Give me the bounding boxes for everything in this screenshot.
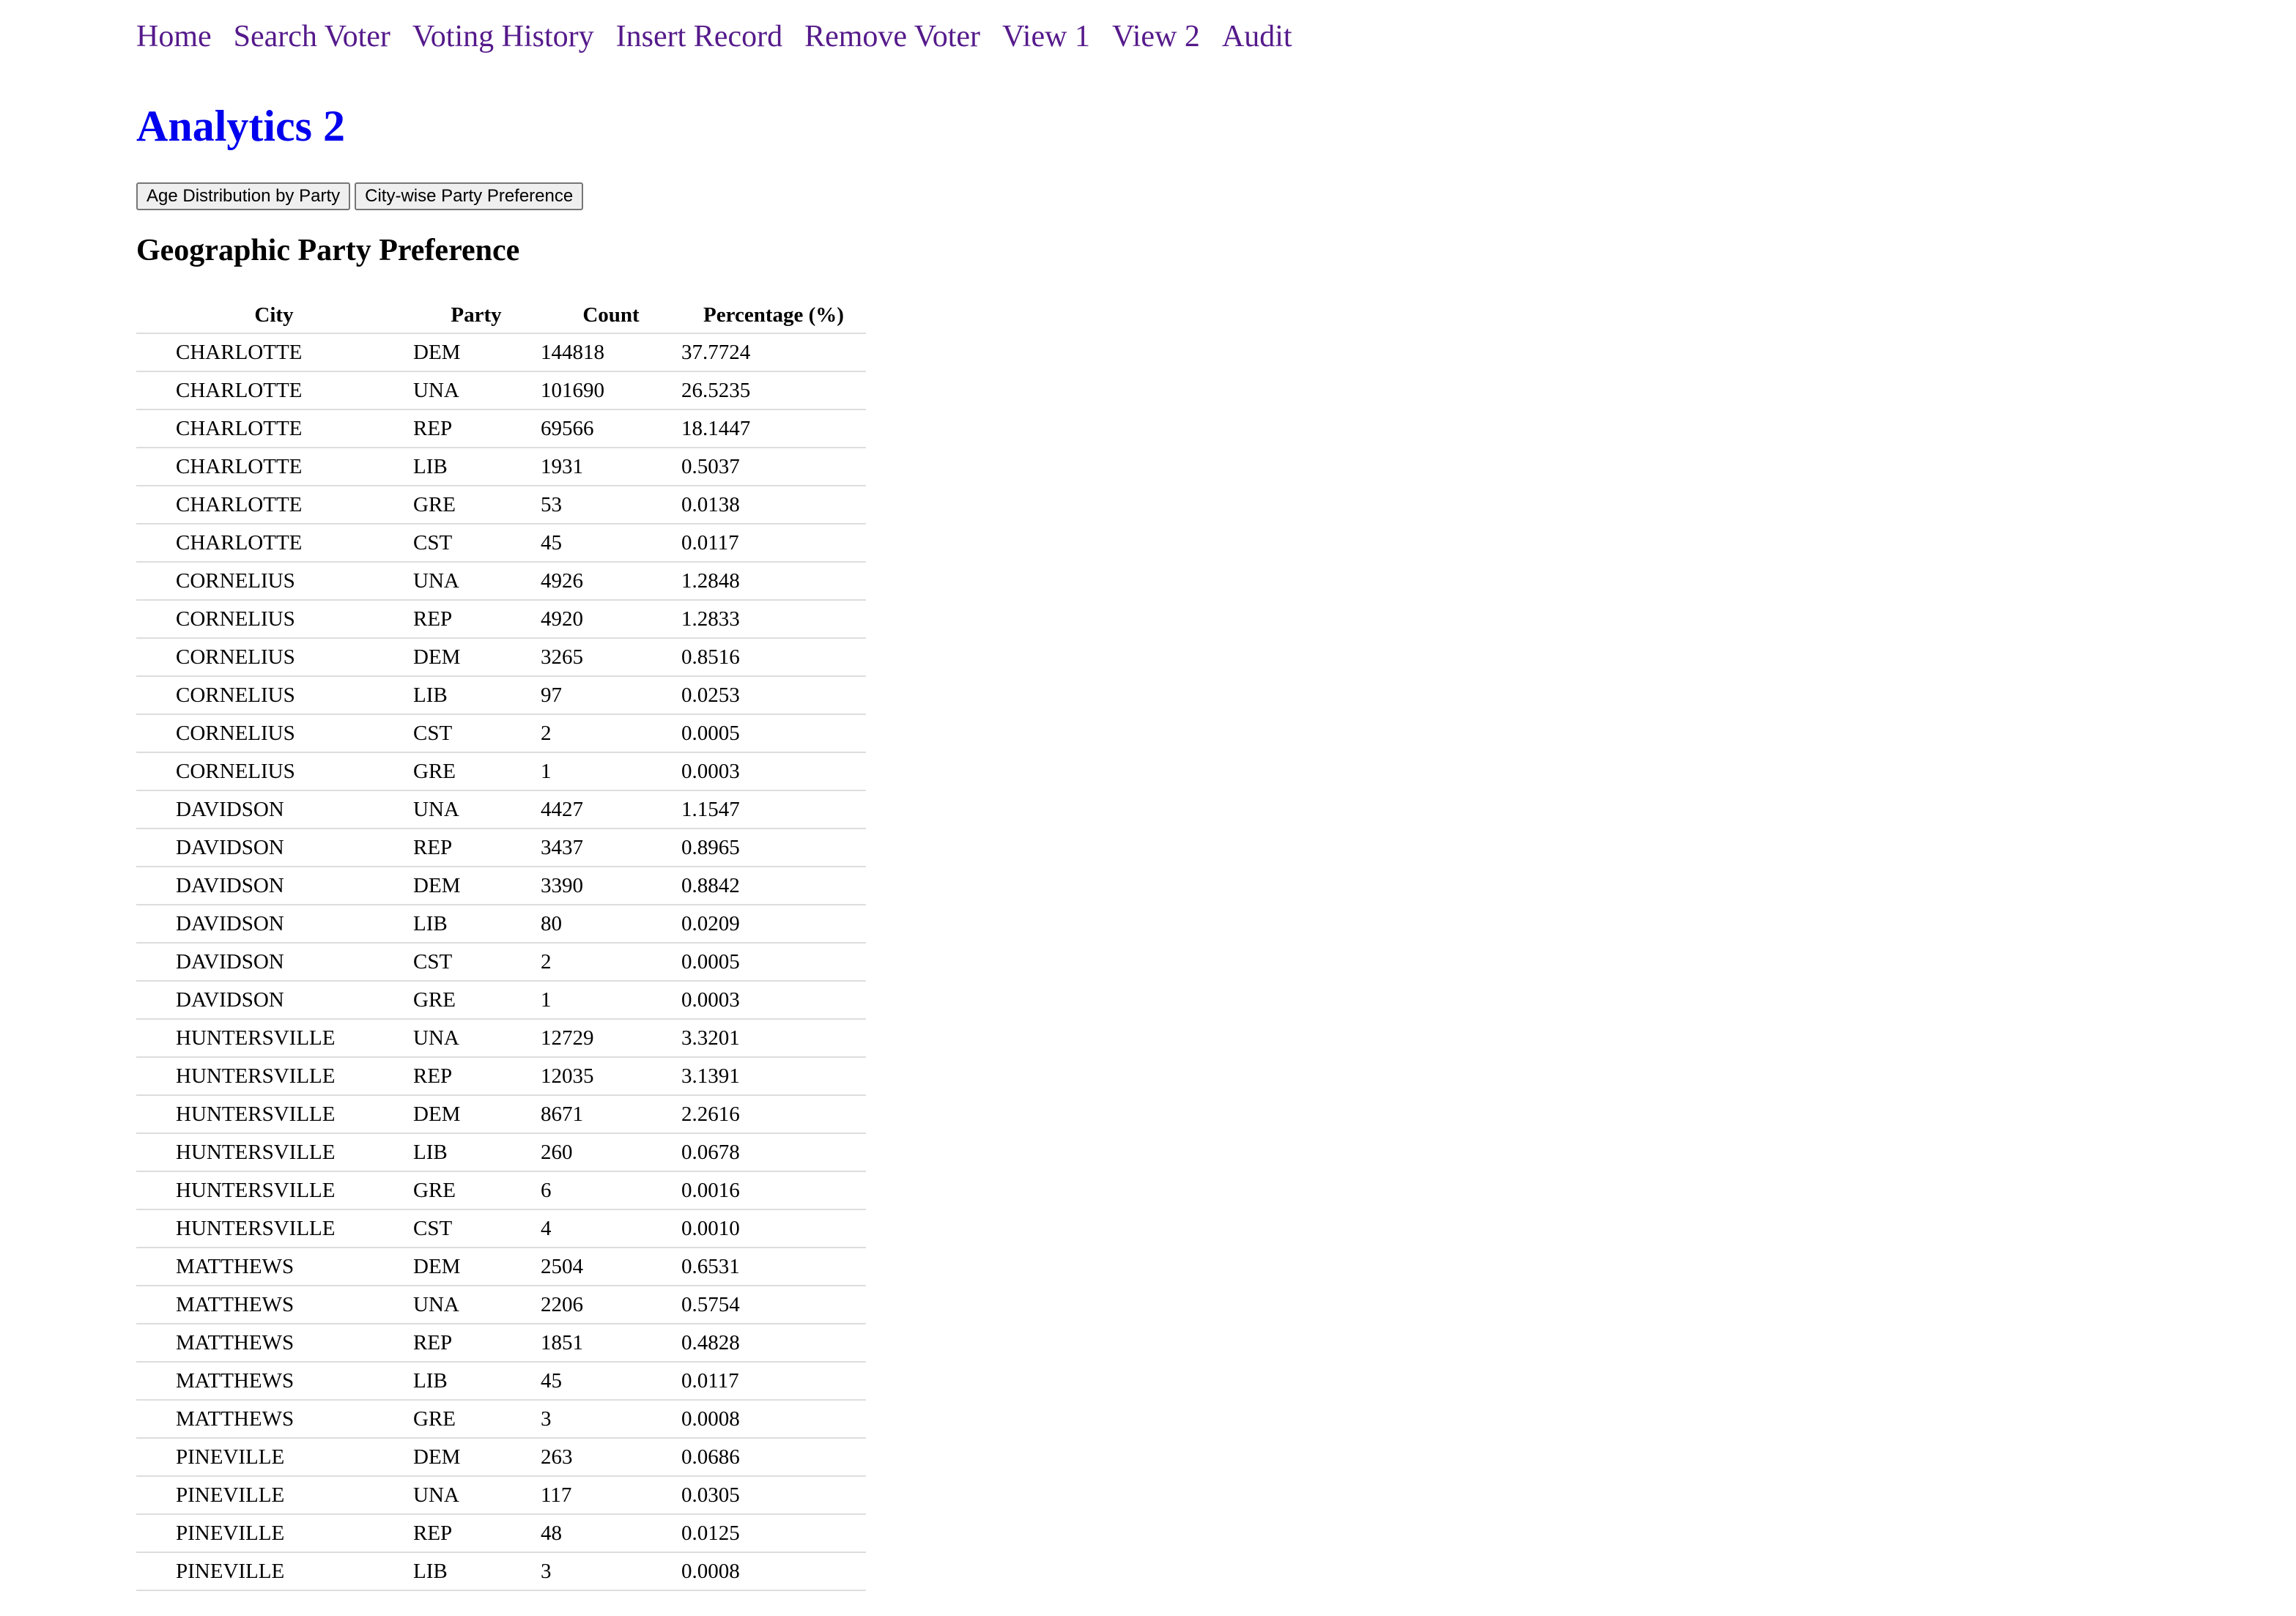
nav-view-1[interactable]: View 1 [1002,20,1090,53]
cell-count: 3 [541,1552,681,1590]
cell-party: DEM [412,333,541,371]
table-header-row [136,297,866,333]
cell-percentage: 0.0008 [681,1400,866,1438]
table-row [136,905,866,943]
cell-city: DAVIDSON [136,943,412,981]
table-row [136,524,866,562]
cell-party: LIB [412,1552,541,1590]
cell-city: CHARLOTTE [136,333,412,371]
cell-percentage: 0.0305 [681,1476,866,1514]
table-row [136,562,866,600]
cell-percentage: 0.0003 [681,981,866,1019]
cell-city: HUNTERSVILLE [136,1171,412,1209]
section-title: Geographic Party Preference [136,234,520,267]
table-row [136,448,866,486]
table-row [136,790,866,829]
table-row [136,714,866,752]
cell-city: PINEVILLE [136,1552,412,1590]
cell-percentage: 2.2616 [681,1095,866,1133]
cell-count: 1931 [541,448,681,486]
cell-party: UNA [412,1286,541,1324]
cell-count: 4 [541,1209,681,1248]
table-row [136,1209,866,1248]
table-row [136,1057,866,1095]
cell-count: 3390 [541,867,681,905]
table-row [136,752,866,790]
cell-percentage: 0.0209 [681,905,866,943]
cell-city: CORNELIUS [136,600,412,638]
cell-percentage: 0.0253 [681,676,866,714]
table-row [136,1133,866,1171]
cell-party: UNA [412,1476,541,1514]
table-row [136,1400,866,1438]
view-toggle-buttons [136,182,1314,211]
age-distribution-button[interactable]: Age Distribution by Party [136,182,350,210]
cell-party: UNA [412,1019,541,1057]
cell-count: 6 [541,1171,681,1209]
column-header-city: City [136,297,412,333]
cell-party: REP [412,409,541,448]
cell-count: 3 [541,1400,681,1438]
cell-city: MATTHEWS [136,1248,412,1286]
cell-percentage: 0.5754 [681,1286,866,1324]
cell-percentage: 0.0010 [681,1209,866,1248]
table-row [136,1362,866,1400]
cell-party: GRE [412,752,541,790]
cell-city: MATTHEWS [136,1324,412,1362]
table-row [136,1286,866,1324]
cell-party: DEM [412,867,541,905]
cell-party: GRE [412,486,541,524]
cell-city: MATTHEWS [136,1400,412,1438]
cell-count: 12035 [541,1057,681,1095]
cell-city: CORNELIUS [136,638,412,676]
nav-remove-voter[interactable]: Remove Voter [804,20,980,53]
cell-percentage: 18.1447 [681,409,866,448]
column-header-percentage: Percentage (%) [681,297,866,333]
cell-percentage: 0.8965 [681,829,866,867]
cell-count: 260 [541,1133,681,1171]
nav-view-2[interactable]: View 2 [1111,20,1200,53]
cell-party: LIB [412,1133,541,1171]
cell-count: 69566 [541,409,681,448]
cell-city: DAVIDSON [136,790,412,829]
cell-percentage: 37.7724 [681,333,866,371]
cell-percentage: 0.0125 [681,1514,866,1552]
cell-party: REP [412,829,541,867]
cell-party: REP [412,1514,541,1552]
cell-count: 117 [541,1476,681,1514]
cell-party: UNA [412,562,541,600]
cell-party: DEM [412,1095,541,1133]
cell-city: CORNELIUS [136,676,412,714]
cell-percentage: 0.0008 [681,1552,866,1590]
cell-percentage: 26.5235 [681,371,866,409]
cell-party: GRE [412,981,541,1019]
cell-party: REP [412,600,541,638]
cell-city: DAVIDSON [136,981,412,1019]
cell-percentage: 0.0117 [681,524,866,562]
cell-city: MATTHEWS [136,1286,412,1324]
cell-party: DEM [412,1438,541,1476]
table-row [136,333,866,371]
cell-count: 1 [541,981,681,1019]
cell-city: CORNELIUS [136,752,412,790]
cell-count: 2504 [541,1248,681,1286]
cell-percentage: 0.8842 [681,867,866,905]
cell-party: LIB [412,676,541,714]
page-container [136,0,1314,1583]
cell-city: HUNTERSVILLE [136,1133,412,1171]
cell-count: 144818 [541,333,681,371]
cell-city: CORNELIUS [136,714,412,752]
cell-party: LIB [412,448,541,486]
cell-count: 80 [541,905,681,943]
cell-count: 97 [541,676,681,714]
table-row [136,486,866,524]
cell-city: CHARLOTTE [136,448,412,486]
column-header-count: Count [541,297,681,333]
cell-city: HUNTERSVILLE [136,1209,412,1248]
cell-percentage: 0.0016 [681,1171,866,1209]
cell-count: 2206 [541,1286,681,1324]
cell-count: 45 [541,1362,681,1400]
nav-insert-record[interactable]: Insert Record [615,20,783,53]
cell-percentage: 0.0686 [681,1438,866,1476]
cell-city: DAVIDSON [136,867,412,905]
cell-city: CHARLOTTE [136,486,412,524]
cell-count: 8671 [541,1095,681,1133]
cell-party: CST [412,943,541,981]
table-row [136,371,866,409]
cell-count: 263 [541,1438,681,1476]
table-row [136,1324,866,1362]
cell-count: 1 [541,752,681,790]
table-row [136,638,866,676]
cell-party: DEM [412,638,541,676]
cell-city: CORNELIUS [136,562,412,600]
cell-city: CHARLOTTE [136,524,412,562]
cell-percentage: 0.0003 [681,752,866,790]
cell-party: CST [412,1209,541,1248]
top-nav [136,15,1314,59]
table-row [136,1095,866,1133]
nav-voting-history[interactable]: Voting History [412,20,594,53]
cell-percentage: 0.5037 [681,448,866,486]
cell-party: GRE [412,1400,541,1438]
cell-count: 2 [541,714,681,752]
table-row [136,600,866,638]
table-row [136,1171,866,1209]
cell-count: 3437 [541,829,681,867]
nav-home[interactable]: Home [136,20,212,53]
table-row [136,867,866,905]
table-row [136,943,866,981]
cell-count: 12729 [541,1019,681,1057]
cell-count: 4427 [541,790,681,829]
cell-count: 4926 [541,562,681,600]
cell-count: 4920 [541,600,681,638]
cell-city: CHARLOTTE [136,409,412,448]
nav-audit[interactable]: Audit [1221,20,1292,53]
cell-party: DEM [412,1248,541,1286]
cell-percentage: 3.3201 [681,1019,866,1057]
cell-city: DAVIDSON [136,829,412,867]
table-row [136,1248,866,1286]
cell-count: 2 [541,943,681,981]
cell-party: GRE [412,1171,541,1209]
cell-count: 45 [541,524,681,562]
table-row [136,1438,866,1476]
table-body [136,333,866,1590]
city-wise-party-preference-button[interactable]: City-wise Party Preference [355,182,583,210]
cell-city: PINEVILLE [136,1476,412,1514]
cell-city: HUNTERSVILLE [136,1095,412,1133]
cell-percentage: 1.2833 [681,600,866,638]
cell-city: PINEVILLE [136,1514,412,1552]
cell-party: UNA [412,371,541,409]
column-header-party: Party [412,297,541,333]
page-title: Analytics 2 [136,102,345,150]
cell-percentage: 0.0138 [681,486,866,524]
cell-party: REP [412,1324,541,1362]
cell-percentage: 1.2848 [681,562,866,600]
cell-party: LIB [412,1362,541,1400]
table-row [136,1019,866,1057]
cell-count: 1851 [541,1324,681,1362]
cell-city: PINEVILLE [136,1438,412,1476]
cell-count: 53 [541,486,681,524]
table-row [136,829,866,867]
cell-party: REP [412,1057,541,1095]
cell-party: CST [412,714,541,752]
cell-percentage: 0.8516 [681,638,866,676]
cell-city: HUNTERSVILLE [136,1019,412,1057]
cell-party: LIB [412,905,541,943]
cell-count: 101690 [541,371,681,409]
party-preference-table [136,297,866,1591]
cell-party: UNA [412,790,541,829]
cell-percentage: 0.0005 [681,943,866,981]
cell-city: CHARLOTTE [136,371,412,409]
cell-party: CST [412,524,541,562]
cell-percentage: 0.4828 [681,1324,866,1362]
cell-percentage: 0.0117 [681,1362,866,1400]
table-row [136,1476,866,1514]
cell-count: 48 [541,1514,681,1552]
cell-percentage: 0.0678 [681,1133,866,1171]
table-row [136,981,866,1019]
cell-city: HUNTERSVILLE [136,1057,412,1095]
cell-count: 3265 [541,638,681,676]
cell-percentage: 1.1547 [681,790,866,829]
table-row [136,676,866,714]
cell-city: MATTHEWS [136,1362,412,1400]
table-row [136,409,866,448]
cell-percentage: 3.1391 [681,1057,866,1095]
cell-percentage: 0.0005 [681,714,866,752]
table-row [136,1552,866,1590]
cell-city: DAVIDSON [136,905,412,943]
nav-search-voter[interactable]: Search Voter [233,20,390,53]
table-row [136,1514,866,1552]
cell-percentage: 0.6531 [681,1248,866,1286]
